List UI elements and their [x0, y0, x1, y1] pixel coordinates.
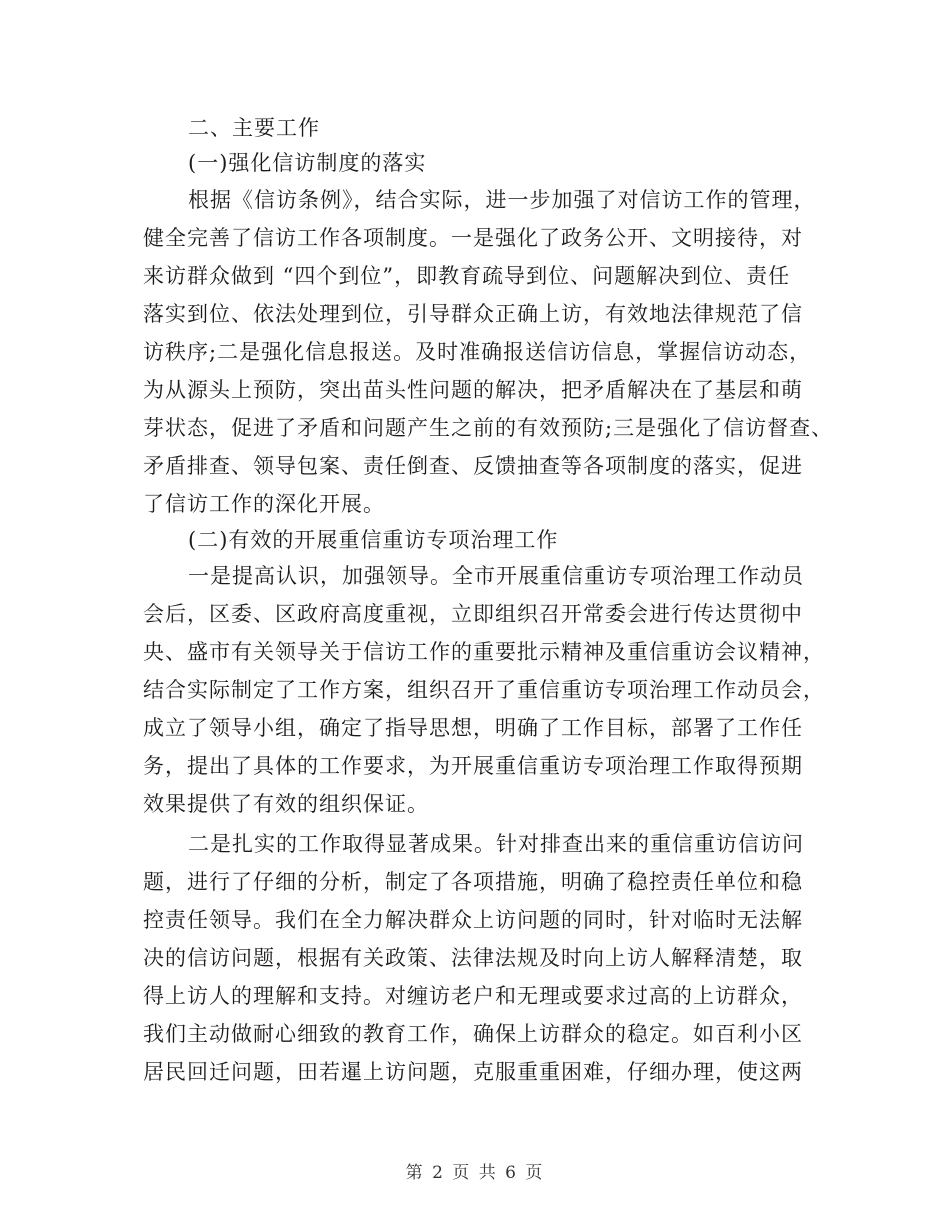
paragraph-line: 一是提高认识，加强领导。全市开展重信重访专项治理工作动员 [188, 564, 804, 588]
paragraph-line: 为从源头上预防，突出苗头性问题的解决，把矛盾解决在了基层和萌 [143, 378, 803, 402]
paragraph-line: 结合实际制定了工作方案，组织召开了重信重访专项治理工作动员会， [143, 678, 825, 702]
paragraph-line: 控责任领导。我们在全力解决群众上访问题的同时，针对临时无法解 [143, 908, 803, 932]
paragraph-line: 务，提出了具体的工作要求，为开展重信重访专项治理工作取得预期 [143, 754, 803, 778]
paragraph-line: 居民回迁问题，田若暹上访问题，克服重重困难，仔细办理，使这两 [143, 1060, 803, 1084]
paragraph-line: 二是扎实的工作取得显著成果。针对排查出来的重信重访信访问 [188, 832, 804, 856]
paragraph-line: 央、盛市有关领导关于信访工作的重要批示精神及重信重访会议精神， [143, 640, 825, 664]
paragraph-line: 根据《信访条例》，结合实际，进一步加强了对信访工作的管理， [188, 188, 816, 212]
paragraph-line: 我们主动做耐心细致的教育工作，确保上访群众的稳定。如百利小区 [143, 1022, 803, 1046]
paragraph-line: 落实到位、依法处理到位，引导群众正确上访，有效地法律规范了信 [143, 302, 803, 326]
paragraph-line: 健全完善了信访工作各项制度。一是强化了政务公开、文明接待，对 [143, 226, 803, 250]
paragraph-line: 了信访工作的深化开展。 [143, 492, 385, 516]
paragraph-line: 会后，区委、区政府高度重视，立即组织召开常委会进行传达贯彻中 [143, 602, 803, 626]
section2-heading: (二)有效的开展重信重访专项治理工作 [188, 528, 559, 552]
paragraph-line: 芽状态，促进了矛盾和问题产生之前的有效预防;三是强化了信访督查、 [143, 416, 834, 440]
paragraph-line: 得上访人的理解和支持。对缠访老户和无理或要求过高的上访群众， [143, 984, 803, 1008]
paragraph-line: 矛盾排查、领导包案、责任倒查、反馈抽查等各项制度的落实，促进 [143, 454, 803, 478]
paragraph-line: 来访群众做到 “四个到位”，即教育疏导到位、问题解决到位、责任 [143, 264, 791, 288]
paragraph-line: 访秩序;二是强化信息报送。及时准确报送信访信息，掌握信访动态， [143, 340, 812, 364]
paragraph-line: 成立了领导小组，确定了指导思想，明确了工作目标，部署了工作任 [143, 716, 803, 740]
paragraph-line: 决的信访问题，根据有关政策、法律法规及时向上访人解释清楚，取 [143, 946, 803, 970]
paragraph-line: 题，进行了仔细的分析，制定了各项措施，明确了稳控责任单位和稳 [143, 870, 803, 894]
paragraph-line: 效果提供了有效的组织保证。 [143, 792, 429, 816]
page-number-footer: 第 2 页 共 6 页 [405, 1163, 545, 1183]
main-heading: 二、主要工作 [188, 116, 320, 140]
section1-heading: (一)强化信访制度的落实 [188, 151, 427, 175]
